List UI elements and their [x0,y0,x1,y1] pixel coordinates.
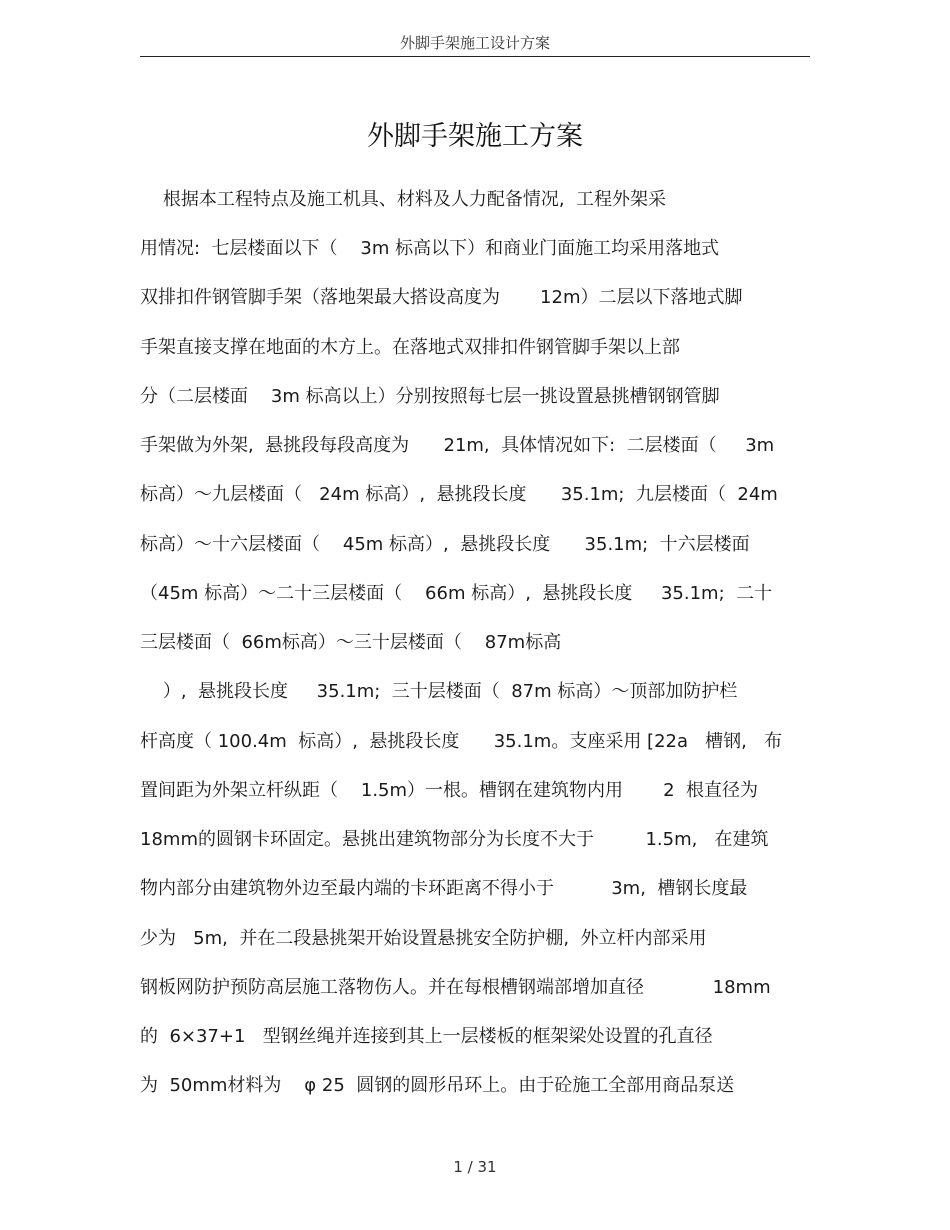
body-line: 钢板网防护预防高层施工落物伤人。并在每根槽钢端部增加直径 18mm [140,977,771,998]
body-line: 三层楼面（ 66m标高）～三十层楼面（ 87m标高 [140,632,562,653]
body-line: 18mm的圆钢卡环固定。悬挑出建筑物部分为长度不大于 1.5m, 在建筑 [140,829,769,850]
body-line: 为 50mm材料为 φ 25 圆钢的圆形吊环上。由于砼施工全部用商品泵送 [140,1075,735,1096]
page-number: 1 / 31 [453,1158,497,1176]
body-line: 标高）～十六层楼面（ 45m 标高）, 悬挑段长度 35.1m; 十六层楼面 [140,534,750,555]
body-line: 双排扣件钢管脚手架（落地架最大搭设高度为 12m）二层以下落地式脚 [140,287,743,308]
header-divider [140,56,810,57]
body-line: （45m 标高）～二十三层楼面（ 66m 标高）, 悬挑段长度 35.1m; 二十 [140,583,773,604]
body-line: 少为 5m, 并在二段悬挑架开始设置悬挑安全防护棚, 外立杆内部采用 [140,928,707,949]
page-title: 外脚手架施工方案 [367,121,583,152]
body-line: 标高）～九层楼面（ 24m 标高）, 悬挑段长度 35.1m; 九层楼面（ 24m [140,484,778,505]
running-header: 外脚手架施工设计方案 [399,34,550,52]
body-line: 的 6×37+1 型钢丝绳并连接到其上一层楼板的框架梁处设置的孔直径 [140,1026,713,1047]
body-line: 分（二层楼面 3m 标高以上）分别按照每七层一挑设置悬挑槽钢钢管脚 [140,386,720,407]
body-line: 物内部分由建筑物外边至最内端的卡环距离不得小于 3m, 槽钢长度最 [140,878,748,899]
body-line: 手架直接支撑在地面的木方上。在落地式双排扣件钢管脚手架以上部 [140,337,680,358]
body-line: ）, 悬挑段长度 35.1m; 三十层楼面（ 87m 标高）～顶部加防护栏 [140,681,738,702]
body-line: 用情况: 七层楼面以下（ 3m 标高以下）和商业门面施工均采用落地式 [140,238,720,259]
body-line: 手架做为外架, 悬挑段每段高度为 21m, 具体情况如下: 二层楼面（ 3m [140,435,775,456]
body-line: 杆高度（ 100.4m 标高）, 悬挑段长度 35.1m。支座采用 [22a 槽钢, 布 [140,731,783,752]
body-line: 置间距为外架立杆纵距（ 1.5m）一根。槽钢在建筑物内用 2 根直径为 [140,780,758,801]
body-line: 根据本工程特点及施工机具、材料及人力配备情况, 工程外架采 [140,189,667,210]
